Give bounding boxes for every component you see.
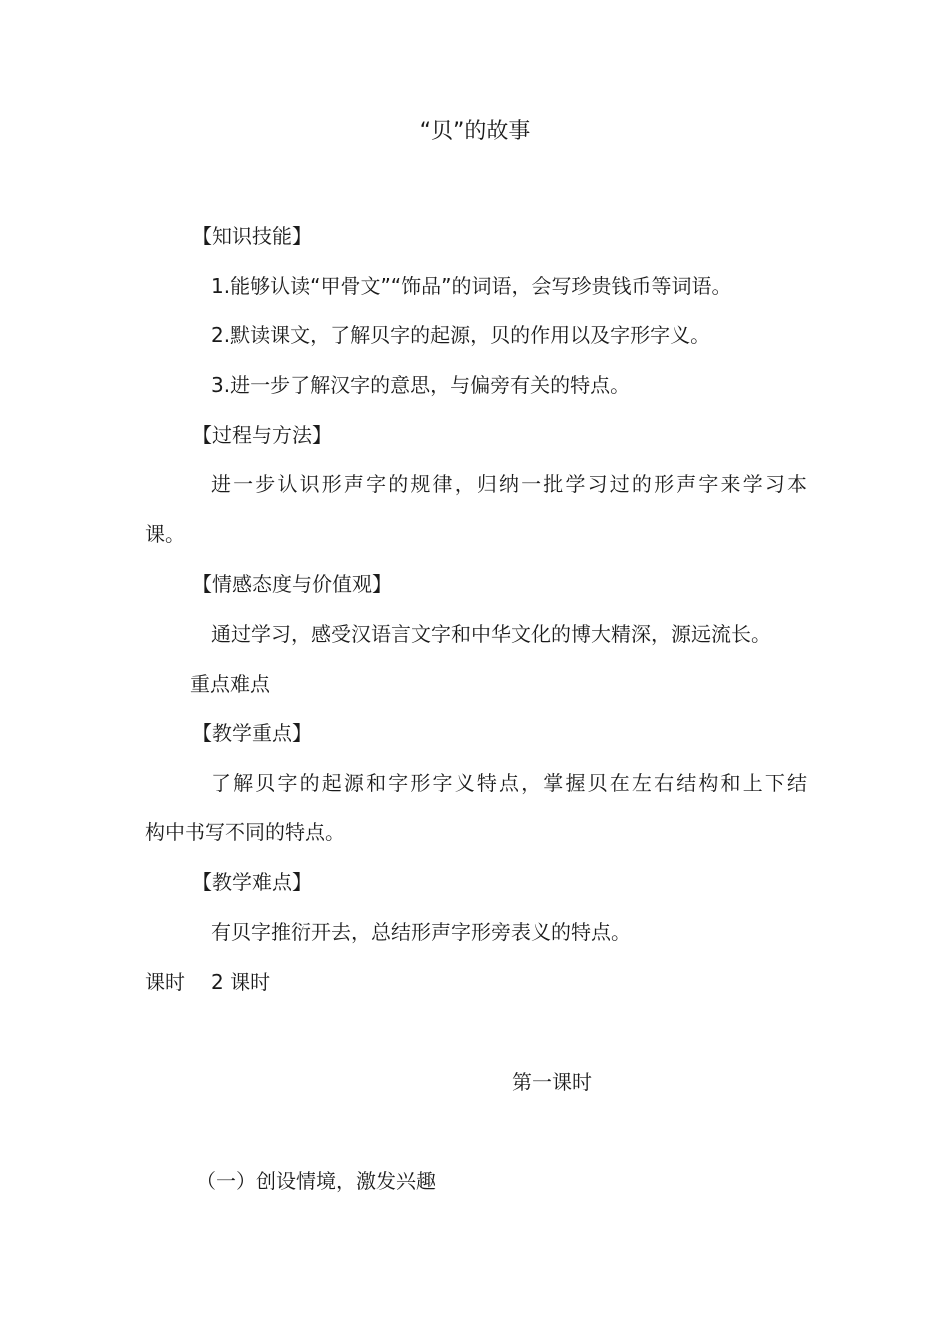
document-title: “贝”的故事 bbox=[419, 119, 531, 144]
process-text-line2: 课。 bbox=[145, 522, 185, 546]
lesson-section-1: （一）创设情境，激发兴趣 bbox=[196, 1169, 436, 1193]
emotion-heading: 【情感态度与价值观】 bbox=[192, 572, 392, 596]
difficulties-heading: 【教学难点】 bbox=[192, 870, 312, 894]
key-points-text-line1: 了解贝字的起源和字形字义特点，掌握贝在左右结构和上下结 bbox=[211, 771, 807, 795]
knowledge-item-1: 1.能够认读“甲骨文”“饰品”的词语，会写珍贵钱币等词语。 bbox=[211, 274, 732, 298]
class-hours-value: 2 课时 bbox=[211, 970, 271, 994]
class-hours-label: 课时 bbox=[145, 970, 185, 994]
process-heading: 【过程与方法】 bbox=[192, 423, 332, 447]
difficulties-text: 有贝字推衍开去，总结形声字形旁表义的特点。 bbox=[211, 920, 631, 944]
key-points-heading: 【教学重点】 bbox=[192, 721, 312, 745]
key-difficult-label: 重点难点 bbox=[190, 672, 270, 696]
key-points-text-line2: 构中书写不同的特点。 bbox=[145, 820, 345, 844]
knowledge-item-3: 3.进一步了解汉字的意思，与偏旁有关的特点。 bbox=[211, 373, 631, 397]
process-text-line1: 进一步认识形声字的规律，归纳一批学习过的形声字来学习本 bbox=[211, 472, 807, 496]
emotion-text: 通过学习，感受汉语言文字和中华文化的博大精深，源远流长。 bbox=[211, 622, 771, 646]
knowledge-heading: 【知识技能】 bbox=[192, 224, 312, 248]
lesson-title: 第一课时 bbox=[512, 1070, 592, 1094]
knowledge-item-2: 2.默读课文，了解贝字的起源，贝的作用以及字形字义。 bbox=[211, 323, 711, 347]
